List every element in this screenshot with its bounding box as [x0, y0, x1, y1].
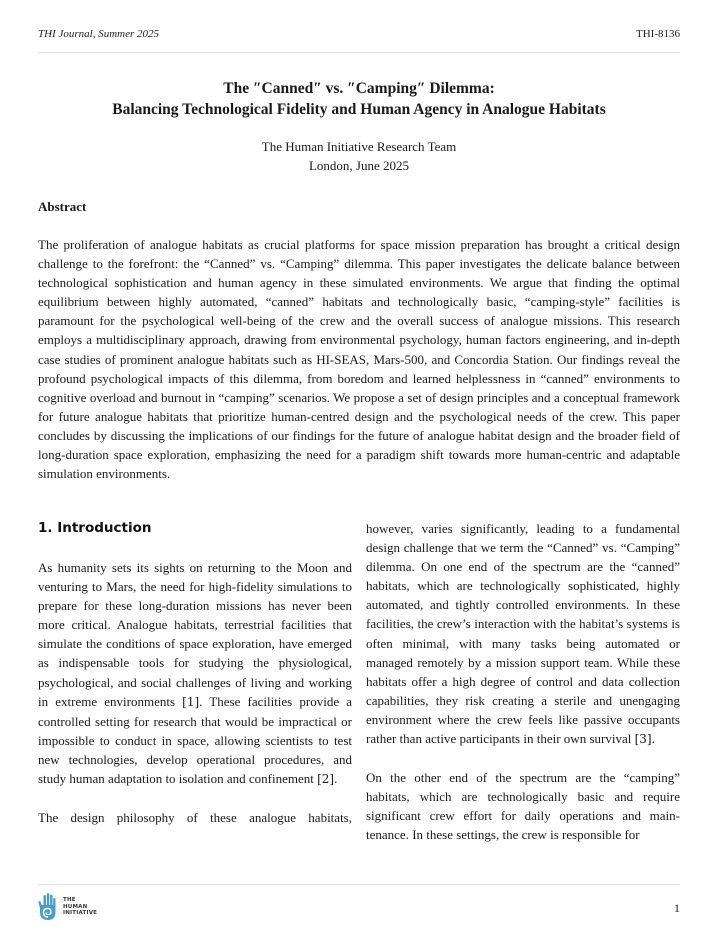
author-team: The Human Initiative Research Team: [261, 139, 457, 154]
paragraph-text: .: [651, 731, 655, 747]
right-column: [366, 519, 680, 864]
logo-text-line: HUMAN: [63, 903, 88, 910]
paragraph-text: however, varies significantly, leading to a fundamental design challenge that we term the “Canned” vs. “Camping” dilemma. On one end of the spectrum are the “canned” habitats, which are technologically sophisticated, highly automated, and tightly controlled environments. In these facilities, the crew’s interaction with the habitat’s systems is often minimal, with many tasks being automated or managed remotely by a mission support team. While these habitats offer a high degree of control and data collection capabilities, they risk creating a sterile and unengaging environment where the crew feels like passive occupants rather than active participants in their own survival: [366, 521, 680, 747]
left-column: [38, 518, 352, 846]
section-heading-introduction: 1. Introduction: [38, 520, 152, 536]
intro-paragraph-2-start: [38, 808, 352, 827]
paragraph-text: The design philosophy of these analogue habitats,: [38, 810, 352, 826]
title-line-1: The ″Canned″ vs. ″Camping″ Dilemma:: [223, 80, 495, 97]
paragraph-text: . These facilities provide a controlled setting for research that would be impractical or impossible to conduct in space, allowing scientists to test new technologies, develop operational procedures, and study human adaptation to isolation and confinement: [38, 693, 352, 787]
footer-divider: [38, 884, 680, 885]
header-divider: [38, 52, 680, 53]
abstract-heading: Abstract: [38, 199, 87, 214]
author-block: [38, 137, 680, 175]
journal-name: THI Journal, Summer 2025: [38, 28, 159, 40]
intro-paragraph-2-continued: [366, 519, 680, 749]
citation-3[interactable]: [3]: [634, 732, 652, 747]
logo-text-line: THE: [63, 897, 76, 904]
document-id: THI-8136: [636, 28, 680, 40]
abstract-body: The proliferation of analogue habitats as crucial platforms for space mission preparation has brought a critical design challenge to the forefront: the “Canned” vs. “Camping” dilemma. This paper investigates the delicate balance between technological sophistication and human agency in these simulated environments. We argue that finding the optimal equilibrium between highly automated, “canned” habitats and technologically basic, “camping-style” facilities is paramount for the psychological well-being of the crew and the overall success of analogue missions. This research employs a multidisciplinary approach, drawing from environmental psychology, human factors engineering, and in-depth case studies of prominent analogue habitats such as HI-SEAS, Mars-500, and Concordia Station. Our findings reveal the profound psychological impacts of this dilemma, from boredom and learned helplessness in “canned” environments to cognitive overload and burnout in “camping” scenarios. We propose a set of design principles and a conceptual framework for future analogue habitats that prioritize human-centred design and the psychological needs of the crew. This paper concludes by discussing the implications of our findings for the future of analogue habitat design and the broader field of long-duration space exploration, emphasizing the need for a paradigm shift towards more human-centric and adaptable simulation environments.: [38, 237, 680, 482]
page-number: 1: [674, 901, 680, 915]
hand-logo-icon: [38, 893, 58, 921]
paragraph-text: .: [334, 771, 338, 787]
intro-paragraph-1: [38, 558, 352, 789]
running-header: [38, 27, 680, 41]
paragraph-text: On the other end of the spectrum are the “camping” habitats, which are technologically basic and require significant crew effort for daily operations and maintenance. In these settings, the crew is responsible for: [366, 770, 680, 843]
intro-paragraph-3: [366, 768, 680, 844]
citation-2[interactable]: [2]: [317, 772, 335, 787]
logo-text-line: INITIATIVE: [63, 910, 98, 917]
citation-1[interactable]: [1]: [182, 694, 200, 709]
paragraph-text: As humanity sets its sights on returning to the Moon and venturing to Mars, the need for high-fidelity simulations to prepare for these long-duration missions has never been more critical. Analogue habitats, terrestrial facilities that simulate the conditions of space exploration, have emerged as indispensable tools for studying the physiological, psychological, and social challenges of living and working in extreme environments: [38, 560, 352, 709]
place-date: London, June 2025: [308, 158, 410, 173]
the-human-initiative-logo: [38, 893, 97, 921]
logo-wordmark: [63, 897, 97, 917]
paper-title: [38, 78, 680, 120]
title-line-2: Balancing Technological Fidelity and Human Agency in Analogue Habitats: [112, 101, 606, 118]
